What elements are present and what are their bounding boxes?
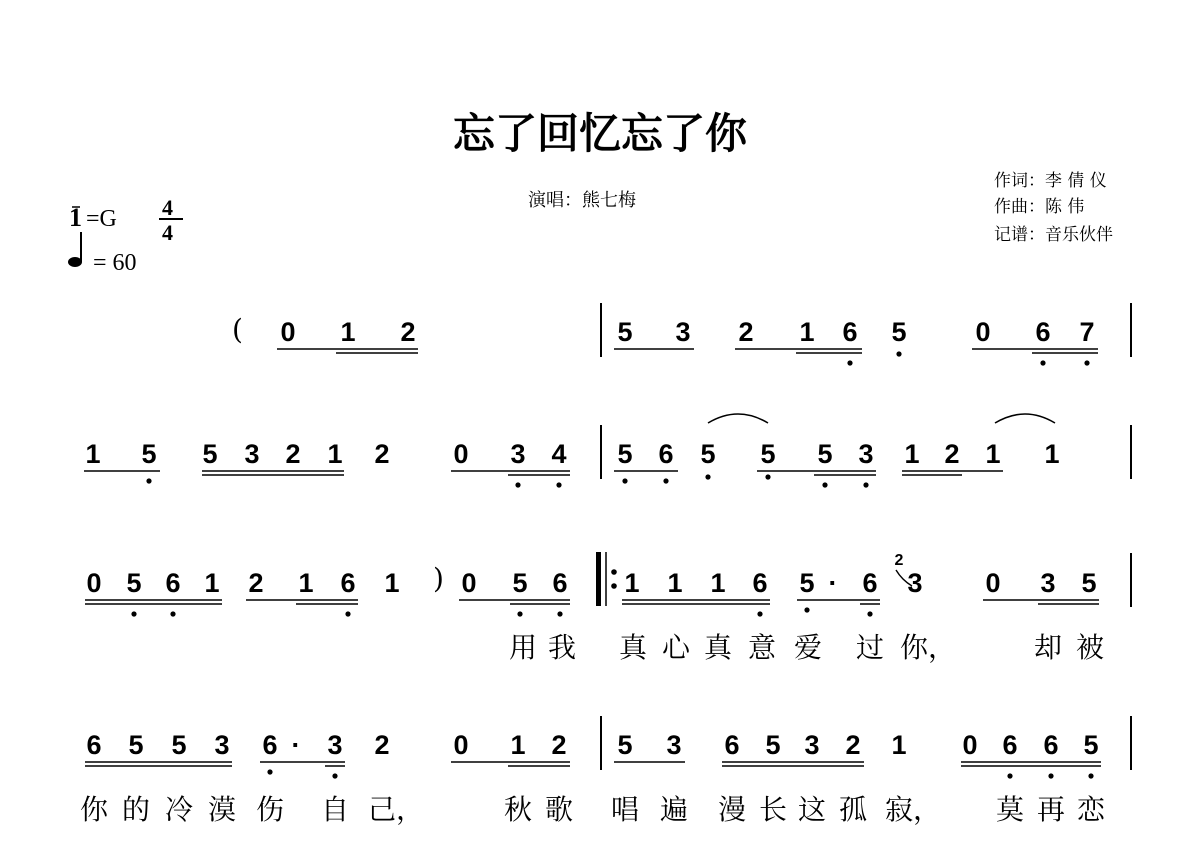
note: 0 [280, 317, 296, 347]
note: 1 [710, 568, 726, 598]
note: 1 [1044, 439, 1060, 469]
lyric: 歌 [544, 793, 574, 826]
lyric: 被 [1075, 631, 1105, 664]
note: 5 [128, 730, 144, 760]
note: 1 [298, 568, 314, 598]
note: 1 [204, 568, 220, 598]
lyric: 遍 [659, 793, 689, 826]
lyric: 却 [1033, 631, 1063, 664]
note: 7 [1079, 317, 1095, 347]
note: 6 [552, 568, 568, 598]
lyric: 唱 [610, 793, 640, 826]
lyric: 你 [79, 793, 109, 826]
lyric: 再 [1036, 793, 1066, 826]
lyric: 漠 [207, 793, 237, 826]
lyric: 秋 [503, 793, 533, 826]
lyric: 心 [661, 631, 691, 664]
lyric: 寂， [885, 793, 942, 826]
augmentation-dot: · [828, 568, 838, 598]
note: 5 [126, 568, 142, 598]
lyric: 爱 [793, 631, 823, 664]
note: 6 [842, 317, 858, 347]
lyric: 漫 [717, 793, 747, 826]
note: 5 [202, 439, 218, 469]
quarter-note-icon [68, 232, 82, 267]
note: 5 [171, 730, 187, 760]
augmentation-dot: · [291, 730, 301, 760]
grace-note: 2 [894, 552, 904, 569]
note: 3 [804, 730, 820, 760]
time-signature-bottom: 4 [162, 220, 173, 245]
note: 6 [340, 568, 356, 598]
note: 5 [1083, 730, 1099, 760]
note: 5 [817, 439, 833, 469]
note: 6 [86, 730, 102, 760]
note: 1 [510, 730, 526, 760]
note: 1 [667, 568, 683, 598]
note: 0 [86, 568, 102, 598]
time-signature-top: 4 [162, 195, 173, 220]
note: 1 [384, 568, 400, 598]
note: 5 [765, 730, 781, 760]
lyric: 冷 [164, 793, 194, 826]
note: 3 [666, 730, 682, 760]
note: 3 [244, 439, 260, 469]
octave-dots [267, 769, 1093, 778]
note: 6 [165, 568, 181, 598]
singer-credit: 演唱：熊七梅 [528, 190, 636, 211]
lyric: 己， [368, 793, 425, 826]
note: 3 [1040, 568, 1056, 598]
lyric: 你， [900, 631, 957, 664]
note: 6 [862, 568, 878, 598]
octave-dots [131, 607, 872, 616]
underlines [85, 600, 1099, 604]
note: 2 [400, 317, 416, 347]
lyric: 过 [855, 631, 885, 664]
note: 1 [904, 439, 920, 469]
note: 6 [1043, 730, 1059, 760]
lyric: 孤 [838, 793, 868, 826]
lyrics-line-2 [80, 793, 1106, 826]
note: 0 [975, 317, 991, 347]
score-row-4 [80, 716, 1131, 826]
note: 6 [658, 439, 674, 469]
note: 0 [962, 730, 978, 760]
lyric: 我 [547, 631, 577, 664]
key-signature-number: 1 [69, 203, 82, 232]
note: 2 [944, 439, 960, 469]
transcriber-credit: 记谱：音乐伙伴 [994, 225, 1113, 245]
note: 5 [512, 568, 528, 598]
note: 3 [327, 730, 343, 760]
note: 2 [845, 730, 861, 760]
note: 3 [214, 730, 230, 760]
octave-dots [146, 474, 868, 487]
open-paren: ( [232, 313, 243, 346]
note: 3 [907, 568, 923, 598]
note: 1 [891, 730, 907, 760]
note: 0 [453, 730, 469, 760]
note: 2 [285, 439, 301, 469]
note: 1 [327, 439, 343, 469]
note: 1 [85, 439, 101, 469]
note: 1 [340, 317, 356, 347]
note: 3 [675, 317, 691, 347]
note: 6 [724, 730, 740, 760]
lyrics-line-1 [509, 631, 1104, 664]
note: 5 [617, 317, 633, 347]
note: 1 [624, 568, 640, 598]
note: 6 [752, 568, 768, 598]
note: 6 [1002, 730, 1018, 760]
note: 2 [374, 730, 390, 760]
repeat-start-barline [596, 552, 617, 606]
note: 5 [617, 730, 633, 760]
composer-credit: 作曲：陈 伟 [994, 197, 1085, 217]
underlines [84, 471, 1003, 475]
note: 3 [510, 439, 526, 469]
lyric: 用 [508, 631, 538, 664]
score-row-3 [85, 552, 1131, 664]
note: 6 [262, 730, 278, 760]
note: 2 [738, 317, 754, 347]
note: 4 [551, 439, 567, 469]
lyric: 伤 [255, 793, 285, 826]
lyric: 这 [797, 793, 827, 826]
note: 5 [799, 568, 815, 598]
note: 5 [141, 439, 157, 469]
note: 0 [985, 568, 1001, 598]
lyricist-credit: 作词：李 倩 仪 [994, 171, 1107, 191]
note: 2 [374, 439, 390, 469]
lyric: 意 [747, 631, 777, 664]
underlines [85, 762, 1101, 766]
note: 2 [248, 568, 264, 598]
key-signature: =G [86, 206, 117, 232]
note: 5 [760, 439, 776, 469]
score-row-2 [84, 414, 1131, 488]
song-title: 忘了回忆忘了你 [452, 109, 748, 158]
note: 0 [461, 568, 477, 598]
close-paren: ) [433, 562, 444, 595]
note: 5 [700, 439, 716, 469]
lyric: 真 [703, 631, 733, 664]
note: 6 [1035, 317, 1051, 347]
underlines [277, 349, 1098, 353]
tie-arcs [708, 414, 1055, 423]
note: 5 [1081, 568, 1097, 598]
lyric: 恋 [1076, 793, 1106, 826]
note: 5 [617, 439, 633, 469]
note: 3 [858, 439, 874, 469]
note: 1 [799, 317, 815, 347]
note: 5 [891, 317, 907, 347]
lyric: 自 [320, 793, 350, 826]
note: 0 [453, 439, 469, 469]
lyric: 长 [758, 793, 788, 826]
lyric: 真 [618, 631, 648, 664]
lyric: 的 [121, 793, 151, 826]
score-row-1 [232, 303, 1131, 366]
note: 2 [551, 730, 567, 760]
lyric: 莫 [995, 793, 1025, 826]
note: 1 [985, 439, 1001, 469]
tempo-marking: = 60 [93, 250, 137, 276]
